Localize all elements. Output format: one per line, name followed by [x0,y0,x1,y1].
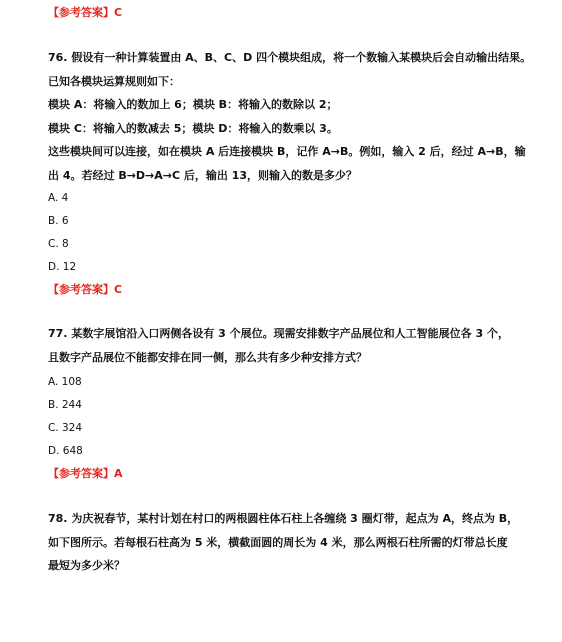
answer-label: 【参考答案】 [48,283,114,296]
option-b: B. 244 [48,399,82,411]
option-d: D. 12 [48,261,77,273]
question-line: 76. 假设有一种计算装置由 A、B、C、D 四个模块组成，将一个数输入某模块后会自动输出结果。 [48,51,532,64]
option-d: D. 648 [48,445,83,457]
option-a: A. 108 [48,376,82,388]
question-line: 这些模块间可以连接，如在模块 A 后连接模块 B，记作 A→B。例如，输入 2 后，经过 A→B，输 [48,145,526,158]
question-line: 出 4。若经过 B→D→A→C 后，输出 13，则输入的数是多少？ [48,168,358,182]
answer-76 [48,283,122,297]
option-b: B. 6 [48,215,69,227]
prev-answer [48,6,122,20]
question-line: 模块 A：将输入的数加上 6；模块 B：将输入的数除以 2； [48,98,338,111]
option-c: C. 324 [48,422,83,434]
question-line: 且数字产品展位不能都安排在同一侧，那么共有多少种安排方式？ [48,350,367,364]
question-line: 78. 为庆祝春节，某村计划在村口的两根圆柱体石柱上各缠绕 3 圈灯带，起点为 A，终点为 B， [48,512,519,525]
answer-value: A [114,467,123,480]
option-a: A. 4 [48,192,69,204]
question-line: 最短为多少米？ [48,559,125,572]
answer-77 [48,467,123,481]
question-76 [48,46,548,187]
question-line: 已知各模块运算规则如下： [48,74,180,88]
question-78 [48,507,548,578]
question-77 [48,322,548,369]
question-line: 77. 某数字展馆沿入口两侧各设有 3 个展位。现需安排数字产品展位和人工智能展位各 3 个， [48,327,509,340]
option-c: C. 8 [48,238,69,250]
answer-label: 【参考答案】 [48,6,114,19]
answer-value: C [114,283,123,296]
question-line: 模块 C：将输入的数减去 5；模块 D：将输入的数乘以 3。 [48,121,338,135]
question-line: 如下图所示。若每根石柱高为 5 米，横截面圆的周长为 4 米，那么两根石柱所需的灯带总长度 [48,535,508,549]
answer-value: C [114,6,123,19]
answer-label: 【参考答案】 [48,467,114,480]
